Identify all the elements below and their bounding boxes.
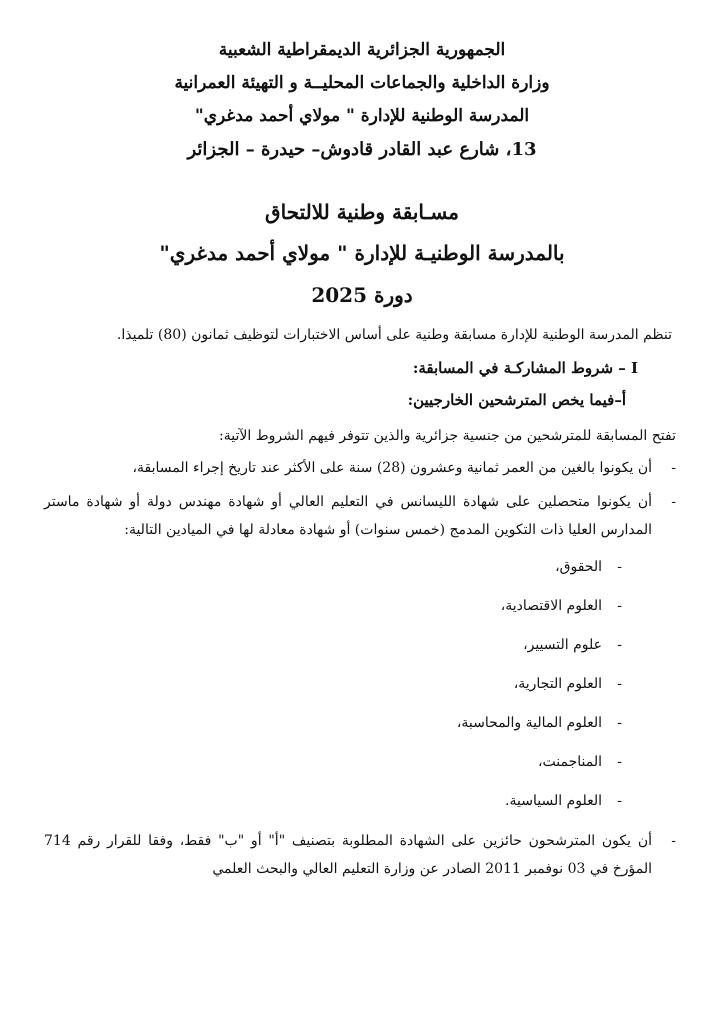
list-item: [44, 454, 676, 482]
list-item: [44, 665, 652, 704]
session-year: دورة 2025: [311, 283, 413, 307]
list-item: [44, 704, 652, 743]
dash-bullet: -: [617, 715, 622, 731]
intro-paragraph: تنظم المدرسة الوطنية للإدارة مسابقة وطنية على أساس الاختبارات لتوظيف ثمانون (80) تلميذا.: [116, 327, 672, 343]
list-item: [44, 587, 652, 626]
list-item: [44, 488, 676, 821]
condition-degree: أن يكونوا متحصلين على شهادة الليسانس في التعليم العالي أو شهادة مهندس دولة أو شهادة ماستر المدارس العليا ذات التكوين المدمج (خمس سنوات) أو شهادة معادلة لها في الميادين التالية:: [44, 494, 652, 538]
school-address: 13، شارع عبد القادر قادوش– حيدرة – الجزائر: [187, 139, 537, 160]
dash-bullet: -: [671, 460, 676, 476]
letterhead: [0, 34, 724, 166]
list-item: [44, 782, 652, 821]
dash-bullet: -: [617, 559, 622, 575]
field-name: العلوم المالية والمحاسبة،: [456, 715, 602, 731]
ministry-name: وزارة الداخلية والجماعات المحليــة و التهيئة العمرانية: [174, 73, 550, 93]
school-name: المدرسة الوطنية للإدارة " مولاي أحمد مدغري": [194, 106, 530, 126]
field-name: العلوم السياسية.: [505, 793, 602, 809]
conditions-intro: تفتح المسابقة للمترشحين من جنسية جزائرية والذين تتوفر فيهم الشروط الآتية:: [219, 428, 676, 444]
section-heading-conditions: I – شروط المشاركـة في المسابقة:: [412, 359, 638, 377]
contest-subtitle: بالمدرسة الوطنيـة للإدارة " مولاي أحمد مدغري": [159, 241, 565, 265]
dash-bullet: -: [617, 754, 622, 770]
list-item: [44, 743, 652, 782]
dash-bullet: -: [617, 676, 622, 692]
fields-list: [44, 548, 652, 821]
list-item: [44, 548, 652, 587]
condition-age: أن يكونوا بالغين من العمر ثمانية وعشرون (28) سنة على الأكثر عند تاريخ إجراء المسابقة،: [132, 460, 652, 476]
dash-bullet: -: [671, 494, 676, 510]
contest-title: مسـابقة وطنية للالتحاق: [265, 200, 459, 224]
dash-bullet: -: [617, 637, 622, 653]
field-name: العلوم التجارية،: [513, 676, 602, 692]
list-item: [44, 827, 676, 883]
field-name: المناجمنت،: [538, 754, 602, 770]
republic-name: الجمهورية الجزائرية الديمقراطية الشعبية: [218, 40, 506, 60]
conditions-list: [44, 454, 676, 889]
field-name: الحقوق،: [555, 559, 602, 575]
condition-grade: أن يكون المترشحون حائزين على الشهادة المطلوبة بتصنيف "أ" أو "ب" فقط، وفقا للقرار رقم 714 المؤرخ في 03 نوفمبر 2011 الصادر عن وزارة التعليم العالي والبحث العلمي: [44, 833, 652, 877]
field-name: العلوم الاقتصادية،: [500, 598, 602, 614]
subsection-heading-external: أ–فيما يخص المترشحين الخارجيين:: [407, 391, 626, 409]
list-item: [44, 626, 652, 665]
dash-bullet: -: [671, 833, 676, 849]
dash-bullet: -: [617, 598, 622, 614]
dash-bullet: -: [617, 793, 622, 809]
field-name: علوم التسيير،: [523, 637, 602, 653]
